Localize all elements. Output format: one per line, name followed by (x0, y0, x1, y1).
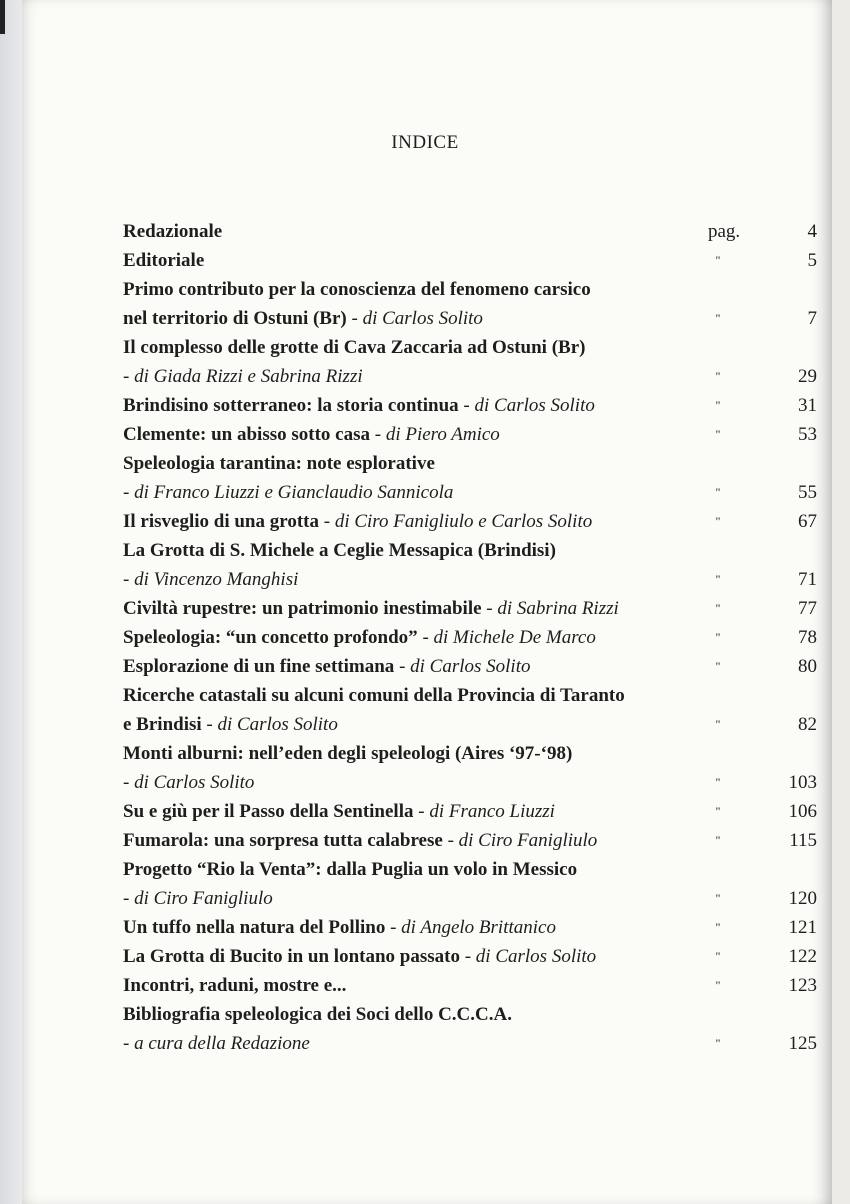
page-number: 71 (798, 569, 817, 590)
ditto-mark: " (715, 804, 721, 818)
entry-author: - di Carlos Solito (394, 656, 531, 677)
page-number: 80 (798, 656, 817, 677)
page-number: 121 (788, 917, 817, 938)
toc-page-ref (0, 391, 850, 420)
toc-page-ref (0, 826, 850, 855)
entry-title: Civiltà rupestre: un patrimonio inestimabile (123, 598, 482, 619)
toc-line (123, 449, 843, 478)
entry-author: - di Carlos Solito (346, 308, 483, 329)
entry-title: La Grotta di S. Michele a Ceglie Messapica (Brindisi) (123, 540, 556, 561)
ditto-mark: " (715, 920, 721, 934)
toc-page-ref (0, 913, 850, 942)
ditto-mark: " (715, 398, 721, 412)
entry-title: e Brindisi (123, 714, 202, 735)
entry-title: Il risveglio di una grotta (123, 511, 319, 532)
ditto-mark: " (715, 1036, 721, 1050)
entry-title: Fumarola: una sorpresa tutta calabrese (123, 830, 443, 851)
toc-page-ref (0, 710, 850, 739)
page-number: 82 (798, 714, 817, 735)
page-number: 67 (798, 511, 817, 532)
entry-title: Speleologia tarantina: note esplorative (123, 453, 435, 474)
ditto-mark: " (715, 514, 721, 528)
entry-author: - di Ciro Fanigliulo (123, 888, 273, 909)
page-number: 122 (788, 946, 817, 967)
ditto-mark: " (715, 717, 721, 731)
entry-title: Monti alburni: nell’eden degli speleologi (Aires ‘97-‘98) (123, 743, 573, 764)
toc-page-ref (0, 420, 850, 449)
toc-page-ref (0, 797, 850, 826)
ditto-mark: " (715, 253, 721, 267)
entry-title: Progetto “Rio la Venta”: dalla Puglia un volo in Messico (123, 859, 578, 880)
entry-author: - a cura della Redazione (123, 1033, 310, 1054)
page-number: 29 (798, 366, 817, 387)
entry-author: - di Ciro Fanigliulo e Carlos Solito (319, 511, 593, 532)
entry-title: Brindisino sotterraneo: la storia continua (123, 395, 459, 416)
toc-line (123, 855, 843, 884)
page-title: INDICE (391, 132, 459, 153)
toc-page-ref (0, 1029, 850, 1058)
entry-author: - di Vincenzo Manghisi (123, 569, 299, 590)
entry-author: - di Carlos Solito (459, 946, 597, 967)
toc-line (123, 739, 843, 768)
entry-author: - di Sabrina Rizzi (481, 598, 619, 619)
toc-page-ref (0, 971, 850, 1000)
ditto-mark: " (715, 601, 721, 615)
entry-author: - di Giada Rizzi e Sabrina Rizzi (123, 366, 363, 387)
toc-line (123, 275, 843, 304)
ditto-mark: " (715, 978, 721, 992)
toc-page-ref (0, 942, 850, 971)
entry-title: Primo contributo per la conoscienza del fenomeno carsico (123, 279, 591, 300)
entry-author: - di Piero Amico (370, 424, 500, 445)
ditto-mark: " (715, 775, 721, 789)
entry-title: Redazionale (123, 221, 223, 242)
ditto-mark: " (715, 311, 721, 325)
entry-title: Speleologia: “un concetto profondo” (123, 627, 418, 648)
toc-page-ref (0, 594, 850, 623)
page-number: 78 (798, 627, 817, 648)
entry-title: Editoriale (123, 250, 205, 271)
page-number: 5 (807, 250, 817, 271)
ditto-mark: " (715, 485, 721, 499)
ditto-mark: " (715, 572, 721, 586)
ditto-mark: " (715, 891, 721, 905)
ditto-mark: " (715, 630, 721, 644)
toc-page-ref (0, 304, 850, 333)
page-number: 7 (807, 308, 817, 329)
page-number: 103 (788, 772, 817, 793)
ditto-mark: " (715, 369, 721, 383)
entry-title: Esplorazione di un fine settimana (123, 656, 395, 677)
page-number: 120 (788, 888, 817, 909)
toc-page-ref (0, 652, 850, 681)
entry-title: Il complesso delle grotte di Cava Zaccaria ad Ostuni (Br) (123, 337, 586, 358)
page-number: 77 (798, 598, 817, 619)
toc-line (123, 333, 843, 362)
page-number: 53 (798, 424, 817, 445)
toc-page-ref (0, 565, 850, 594)
entry-title: nel territorio di Ostuni (Br) (123, 308, 347, 329)
entry-title: Un tuffo nella natura del Pollino (123, 917, 386, 938)
entry-title: Incontri, raduni, mostre e... (123, 975, 347, 996)
ditto-mark: " (715, 427, 721, 441)
toc-page-ref (0, 478, 850, 507)
entry-title: Su e giù per il Passo della Sentinella (123, 801, 414, 822)
entry-author: - di Ciro Fanigliulo (442, 830, 598, 851)
entry-author: - di Michele De Marco (417, 627, 596, 648)
page-number: 31 (798, 395, 817, 416)
toc-page-ref (0, 246, 850, 275)
ditto-mark: " (715, 659, 721, 673)
entry-title: Bibliografia speleologica dei Soci dello C.C.C.A. (123, 1004, 512, 1025)
entry-author: - di Carlos Solito (458, 395, 595, 416)
toc-page-ref (0, 623, 850, 652)
toc-line (123, 681, 843, 710)
toc-page-ref (0, 884, 850, 913)
entry-author: - di Angelo Brittanico (385, 917, 556, 938)
entry-title: La Grotta di Bucito in un lontano passato (123, 946, 460, 967)
toc-page-ref (0, 217, 850, 246)
entry-author: - di Carlos Solito (201, 714, 338, 735)
page-number: 55 (798, 482, 817, 503)
ditto-mark: " (715, 949, 721, 963)
page-number: 123 (788, 975, 817, 996)
entry-author: - di Franco Liuzzi e Gianclaudio Sannicola (123, 482, 454, 503)
page-number: 125 (788, 1033, 817, 1054)
entry-title: Clemente: un abisso sotto casa (123, 424, 370, 445)
entry-author: - di Carlos Solito (123, 772, 255, 793)
entry-title: Ricerche catastali su alcuni comuni della Provincia di Taranto (123, 685, 625, 706)
toc-line (123, 1000, 843, 1029)
toc-line (123, 536, 843, 565)
toc-page-ref (0, 507, 850, 536)
ditto-mark: " (715, 833, 721, 847)
page-label: pag. (708, 221, 741, 242)
page-number: 106 (788, 801, 817, 822)
page-number: 4 (807, 221, 817, 242)
toc-page-ref (0, 768, 850, 797)
page-number: 115 (789, 830, 817, 851)
entry-author: - di Franco Liuzzi (413, 801, 555, 822)
toc-page-ref (0, 362, 850, 391)
